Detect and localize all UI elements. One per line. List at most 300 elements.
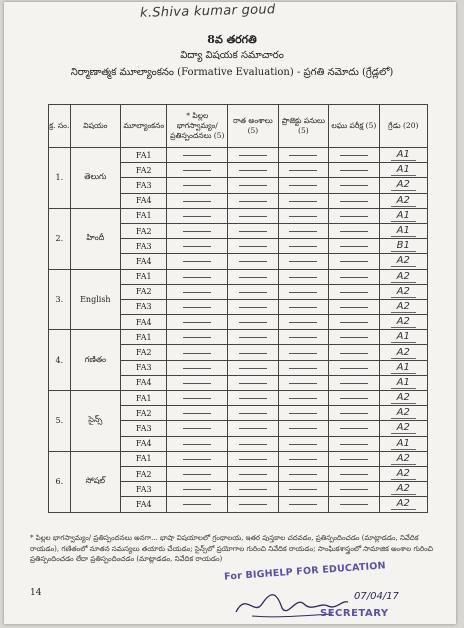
- blank-dash: [239, 231, 267, 232]
- score-cell: [167, 497, 228, 512]
- score-cell: [329, 299, 379, 314]
- score-cell: [329, 163, 379, 178]
- assessment-cell: FA3: [121, 239, 167, 254]
- score-cell: [278, 193, 328, 208]
- blank-dash: [239, 201, 267, 202]
- score-cell: [329, 254, 379, 269]
- blank-dash: [340, 383, 368, 384]
- blank-dash: [183, 277, 211, 278]
- handwritten-grade: A1: [391, 149, 416, 161]
- grade-cell: [379, 254, 427, 269]
- blank-dash: [289, 353, 317, 354]
- assessment-cell: FA1: [121, 391, 167, 406]
- blank-dash: [239, 368, 267, 369]
- score-cell: [329, 315, 379, 330]
- score-cell: [278, 451, 328, 466]
- score-cell: [329, 269, 379, 284]
- blank-dash: [289, 246, 317, 247]
- score-cell: [329, 223, 379, 238]
- score-cell: [329, 193, 379, 208]
- score-cell: [167, 208, 228, 223]
- score-cell: [228, 451, 278, 466]
- assessment-cell: FA1: [121, 269, 167, 284]
- grade-cell: [379, 466, 427, 481]
- score-cell: [228, 193, 278, 208]
- score-cell: [278, 208, 328, 223]
- score-cell: [228, 497, 278, 512]
- assessment-cell: FA2: [121, 345, 167, 360]
- blank-dash: [340, 307, 368, 308]
- blank-dash: [183, 504, 211, 505]
- handwritten-grade: A2: [391, 179, 416, 191]
- blank-dash: [289, 155, 317, 156]
- subject-cell: తెలుగు: [70, 148, 120, 209]
- blank-dash: [289, 201, 317, 202]
- score-cell: [228, 163, 278, 178]
- handwritten-grade: A1: [391, 225, 416, 237]
- blank-dash: [239, 292, 267, 293]
- score-cell: [278, 421, 328, 436]
- header-subject: విషయం: [70, 105, 120, 148]
- table-row: [49, 451, 428, 466]
- organization-stamp: For BIGHELP FOR EDUCATION: [223, 560, 387, 583]
- score-cell: [278, 330, 328, 345]
- serial-number-cell: 3.: [49, 269, 71, 330]
- score-cell: [167, 436, 228, 451]
- blank-dash: [239, 246, 267, 247]
- score-cell: [228, 391, 278, 406]
- assessment-cell: FA3: [121, 360, 167, 375]
- score-cell: [278, 466, 328, 481]
- score-cell: [329, 375, 379, 390]
- grade-cell: [379, 239, 427, 254]
- score-cell: [228, 315, 278, 330]
- assessment-cell: FA4: [121, 193, 167, 208]
- blank-dash: [340, 398, 368, 399]
- blank-dash: [239, 489, 267, 490]
- blank-dash: [183, 201, 211, 202]
- grade-cell: [379, 299, 427, 314]
- blank-dash: [340, 231, 368, 232]
- blank-dash: [183, 368, 211, 369]
- handwritten-grade: B1: [391, 240, 416, 252]
- score-cell: [278, 178, 328, 193]
- score-cell: [228, 223, 278, 238]
- header-written: రాత అంశాలు (5): [228, 105, 278, 148]
- blank-dash: [289, 428, 317, 429]
- handwritten-grade: A2: [391, 195, 416, 207]
- score-cell: [329, 360, 379, 375]
- score-cell: [167, 193, 228, 208]
- assessment-cell: FA4: [121, 497, 167, 512]
- handwritten-grade: A2: [391, 316, 416, 328]
- handwritten-grade: A2: [391, 255, 416, 267]
- score-cell: [278, 360, 328, 375]
- handwritten-student-name: k.Shiva kumar goud: [139, 2, 276, 21]
- score-cell: [329, 208, 379, 223]
- assessment-cell: FA2: [121, 466, 167, 481]
- score-cell: [167, 148, 228, 163]
- blank-dash: [183, 231, 211, 232]
- grade-cell: [379, 330, 427, 345]
- blank-dash: [340, 474, 368, 475]
- blank-dash: [239, 459, 267, 460]
- score-cell: [167, 315, 228, 330]
- grade-cell: [379, 223, 427, 238]
- blank-dash: [183, 489, 211, 490]
- score-cell: [228, 360, 278, 375]
- blank-dash: [340, 277, 368, 278]
- evaluation-title: నిర్మాణాత్మక మూల్యాంకనం (Formative Evaluation) - ప్రగతి నమోదు (గ్రేడ్లలో): [70, 67, 394, 78]
- score-cell: [278, 391, 328, 406]
- score-cell: [329, 406, 379, 421]
- blank-dash: [183, 170, 211, 171]
- subject-cell: సైన్స్: [70, 391, 120, 452]
- handwritten-grade: A2: [391, 271, 416, 283]
- blank-dash: [289, 459, 317, 460]
- assessment-cell: FA2: [121, 163, 167, 178]
- assessment-cell: FA4: [121, 254, 167, 269]
- score-cell: [167, 345, 228, 360]
- blank-dash: [289, 368, 317, 369]
- blank-dash: [183, 261, 211, 262]
- blank-dash: [289, 383, 317, 384]
- handwritten-grade: A2: [391, 347, 416, 359]
- blank-dash: [340, 216, 368, 217]
- grade-cell: [379, 360, 427, 375]
- handwritten-grade: A2: [391, 301, 416, 313]
- blank-dash: [340, 292, 368, 293]
- score-cell: [329, 466, 379, 481]
- score-cell: [228, 299, 278, 314]
- assessment-cell: FA3: [121, 299, 167, 314]
- table-body: [49, 148, 428, 513]
- assessment-cell: FA3: [121, 178, 167, 193]
- blank-dash: [340, 201, 368, 202]
- score-cell: [278, 239, 328, 254]
- blank-dash: [340, 504, 368, 505]
- grade-cell: [379, 148, 427, 163]
- blank-dash: [183, 292, 211, 293]
- grade-cell: [379, 269, 427, 284]
- score-cell: [228, 269, 278, 284]
- blank-dash: [289, 504, 317, 505]
- blank-dash: [289, 292, 317, 293]
- blank-dash: [183, 459, 211, 460]
- score-cell: [167, 178, 228, 193]
- blank-dash: [239, 170, 267, 171]
- score-cell: [228, 239, 278, 254]
- blank-dash: [239, 261, 267, 262]
- header-grade: గ్రేడు (20): [379, 105, 427, 148]
- page-number: 14: [30, 588, 42, 598]
- score-cell: [167, 421, 228, 436]
- grade-cell: [379, 436, 427, 451]
- handwritten-grade: A2: [391, 498, 416, 510]
- grade-cell: [379, 421, 427, 436]
- score-cell: [167, 375, 228, 390]
- blank-dash: [183, 444, 211, 445]
- table-row: [49, 208, 428, 223]
- blank-dash: [340, 368, 368, 369]
- blank-dash: [183, 413, 211, 414]
- blank-dash: [239, 353, 267, 354]
- score-cell: [278, 497, 328, 512]
- blank-dash: [289, 337, 317, 338]
- score-cell: [329, 330, 379, 345]
- score-cell: [278, 406, 328, 421]
- blank-dash: [340, 353, 368, 354]
- score-cell: [329, 436, 379, 451]
- score-cell: [228, 178, 278, 193]
- grade-cell: [379, 451, 427, 466]
- score-cell: [329, 284, 379, 299]
- score-cell: [167, 269, 228, 284]
- score-cell: [228, 406, 278, 421]
- blank-dash: [239, 155, 267, 156]
- assessment-cell: FA2: [121, 284, 167, 299]
- score-cell: [278, 269, 328, 284]
- blank-dash: [239, 444, 267, 445]
- score-cell: [167, 451, 228, 466]
- blank-dash: [340, 185, 368, 186]
- blank-dash: [239, 216, 267, 217]
- score-cell: [278, 436, 328, 451]
- score-cell: [167, 406, 228, 421]
- score-cell: [228, 148, 278, 163]
- score-cell: [329, 148, 379, 163]
- score-cell: [278, 299, 328, 314]
- blank-dash: [239, 504, 267, 505]
- blank-dash: [239, 185, 267, 186]
- serial-number-cell: 1.: [49, 148, 71, 209]
- grade-cell: [379, 193, 427, 208]
- blank-dash: [289, 413, 317, 414]
- grade-cell: [379, 482, 427, 497]
- footnote: * పిల్లల భాగస్వామ్యం/ ప్రతిస్పందనలు అనగా... భాషా విషయాలలో గ్రంథాలయ, ఇతర పుస్తకాల చదవడం, ప్రతిస్పందించడం (మాట్లాడడం, నివేదిక రాయడం), గణితంలో నూతన సమస్యలు తయారు చేయడం; సైన్స్‌లో ప్రయోగాల గురించి నివేదిక రాయడం; సాంఘికశాస్త్రంలో సామాజిక అంశాల గురించి ప్రతిస్పందించడం లేదా ప్రతిస్పందించడం (మాట్లాడడం, నివేదిక రాయడం): [30, 534, 434, 563]
- blank-dash: [239, 337, 267, 338]
- blank-dash: [289, 489, 317, 490]
- assessment-cell: FA3: [121, 421, 167, 436]
- assessment-cell: FA1: [121, 330, 167, 345]
- blank-dash: [239, 277, 267, 278]
- subject-cell: గణితం: [70, 330, 120, 391]
- score-cell: [278, 223, 328, 238]
- handwritten-grade: A2: [391, 407, 416, 419]
- header-slip-test: లఘు పరీక్ష (5): [329, 105, 379, 148]
- score-cell: [278, 345, 328, 360]
- section-subtitle: విద్యా విషయక సమాచారం: [180, 50, 284, 61]
- score-cell: [228, 330, 278, 345]
- assessment-cell: FA4: [121, 315, 167, 330]
- blank-dash: [289, 277, 317, 278]
- signature-date: 07/04/17: [354, 591, 399, 602]
- blank-dash: [340, 170, 368, 171]
- score-cell: [278, 482, 328, 497]
- blank-dash: [340, 246, 368, 247]
- grade-cell: [379, 406, 427, 421]
- score-cell: [329, 391, 379, 406]
- grade-cell: [379, 497, 427, 512]
- grade-cell: [379, 284, 427, 299]
- score-cell: [329, 421, 379, 436]
- assessment-cell: FA2: [121, 223, 167, 238]
- score-cell: [228, 208, 278, 223]
- score-cell: [228, 466, 278, 481]
- blank-dash: [289, 185, 317, 186]
- blank-dash: [289, 307, 317, 308]
- blank-dash: [239, 398, 267, 399]
- blank-dash: [183, 353, 211, 354]
- score-cell: [329, 451, 379, 466]
- assessment-cell: FA4: [121, 436, 167, 451]
- assessment-cell: FA2: [121, 406, 167, 421]
- header-participation: * పిల్లల భాగస్వామ్యం/ ప్రతిస్పందనలు (5): [167, 105, 228, 148]
- score-cell: [278, 284, 328, 299]
- serial-number-cell: 5.: [49, 391, 71, 452]
- blank-dash: [340, 155, 368, 156]
- blank-dash: [340, 489, 368, 490]
- score-cell: [228, 482, 278, 497]
- blank-dash: [183, 398, 211, 399]
- blank-dash: [289, 444, 317, 445]
- grade-cell: [379, 208, 427, 223]
- score-cell: [329, 239, 379, 254]
- score-cell: [329, 497, 379, 512]
- class-title: 8వ తరగతి: [207, 33, 257, 46]
- score-cell: [329, 345, 379, 360]
- score-cell: [228, 284, 278, 299]
- serial-number-cell: 4.: [49, 330, 71, 391]
- assessment-cell: FA1: [121, 148, 167, 163]
- grade-cell: [379, 315, 427, 330]
- blank-dash: [183, 322, 211, 323]
- blank-dash: [239, 474, 267, 475]
- score-cell: [167, 284, 228, 299]
- serial-number-cell: 2.: [49, 208, 71, 269]
- score-cell: [167, 163, 228, 178]
- blank-dash: [239, 428, 267, 429]
- handwritten-grade: A2: [391, 422, 416, 434]
- secretary-stamp: SECRETARY: [320, 608, 389, 619]
- assessment-cell: FA1: [121, 451, 167, 466]
- blank-dash: [239, 383, 267, 384]
- grades-table: [48, 104, 428, 513]
- grade-cell: [379, 163, 427, 178]
- blank-dash: [340, 322, 368, 323]
- assessment-cell: FA1: [121, 208, 167, 223]
- assessment-cell: FA4: [121, 375, 167, 390]
- blank-dash: [340, 444, 368, 445]
- blank-dash: [340, 428, 368, 429]
- grade-cell: [379, 345, 427, 360]
- blank-dash: [183, 383, 211, 384]
- score-cell: [329, 482, 379, 497]
- blank-dash: [289, 261, 317, 262]
- blank-dash: [289, 474, 317, 475]
- score-cell: [228, 254, 278, 269]
- blank-dash: [289, 231, 317, 232]
- subject-cell: సోషల్: [70, 451, 120, 512]
- assessment-cell: FA3: [121, 482, 167, 497]
- handwritten-grade: A1: [391, 377, 416, 389]
- header-assessment: మూల్యాంకనం: [121, 105, 167, 148]
- handwritten-grade: A1: [391, 362, 416, 374]
- grade-cell: [379, 375, 427, 390]
- table-row: [49, 148, 428, 163]
- score-cell: [278, 375, 328, 390]
- table-row: [49, 269, 428, 284]
- score-cell: [278, 163, 328, 178]
- handwritten-grade: A1: [391, 164, 416, 176]
- handwritten-grade: A2: [391, 453, 416, 465]
- blank-dash: [340, 413, 368, 414]
- score-cell: [228, 345, 278, 360]
- score-cell: [167, 299, 228, 314]
- score-cell: [167, 360, 228, 375]
- blank-dash: [289, 216, 317, 217]
- handwritten-grade: A1: [391, 438, 416, 450]
- subject-cell: హిందీ: [70, 208, 120, 269]
- blank-dash: [340, 337, 368, 338]
- blank-dash: [183, 337, 211, 338]
- handwritten-grade: A2: [391, 392, 416, 404]
- serial-number-cell: 6.: [49, 451, 71, 512]
- score-cell: [228, 436, 278, 451]
- blank-dash: [183, 474, 211, 475]
- blank-dash: [183, 155, 211, 156]
- blank-dash: [289, 170, 317, 171]
- score-cell: [329, 178, 379, 193]
- blank-dash: [183, 428, 211, 429]
- blank-dash: [183, 246, 211, 247]
- blank-dash: [340, 261, 368, 262]
- table-row: [49, 330, 428, 345]
- score-cell: [278, 315, 328, 330]
- blank-dash: [183, 307, 211, 308]
- table-header-row: [49, 105, 428, 148]
- score-cell: [167, 466, 228, 481]
- score-cell: [228, 375, 278, 390]
- blank-dash: [289, 322, 317, 323]
- blank-dash: [183, 216, 211, 217]
- handwritten-grade: A1: [391, 331, 416, 343]
- score-cell: [167, 223, 228, 238]
- header-project: ప్రాజెక్టు పనులు (5): [278, 105, 328, 148]
- grade-cell: [379, 391, 427, 406]
- blank-dash: [289, 398, 317, 399]
- handwritten-grade: A2: [391, 286, 416, 298]
- score-cell: [228, 421, 278, 436]
- handwritten-grade: A2: [391, 468, 416, 480]
- grade-cell: [379, 178, 427, 193]
- score-cell: [167, 330, 228, 345]
- subject-cell: English: [70, 269, 120, 330]
- score-cell: [278, 254, 328, 269]
- handwritten-grade: A1: [391, 210, 416, 222]
- blank-dash: [183, 185, 211, 186]
- score-cell: [167, 239, 228, 254]
- score-cell: [167, 391, 228, 406]
- blank-dash: [239, 413, 267, 414]
- score-cell: [167, 254, 228, 269]
- blank-dash: [239, 307, 267, 308]
- blank-dash: [340, 459, 368, 460]
- score-cell: [167, 482, 228, 497]
- blank-dash: [239, 322, 267, 323]
- handwritten-grade: A2: [391, 483, 416, 495]
- table-row: [49, 391, 428, 406]
